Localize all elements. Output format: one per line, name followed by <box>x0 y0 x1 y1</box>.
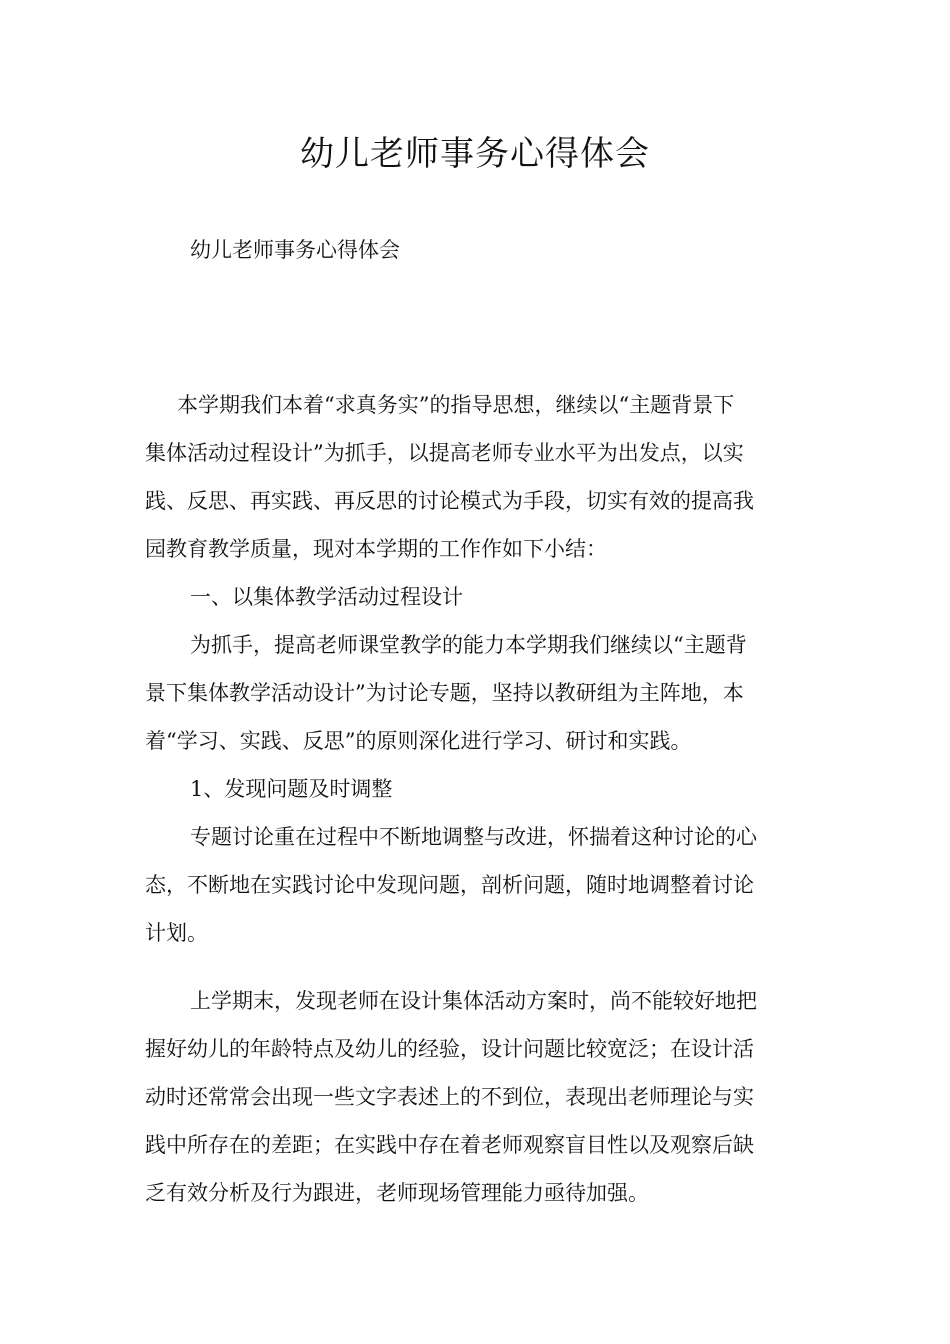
paragraph-line: 着“学习、实践、反思”的原则深化进行学习、研讨和实践。 <box>145 729 692 753</box>
subsection-heading: 1、发现问题及时调整 <box>190 777 393 801</box>
paragraph-line: 动时还常常会出现一些文字表述上的不到位，表现出老师理论与实 <box>145 1085 754 1109</box>
paragraph-line: 态，不断地在实践讨论中发现问题，剖析问题，随时地调整着讨论 <box>145 873 754 897</box>
document-body <box>145 381 810 1217</box>
section-heading: 一、以集体教学活动过程设计 <box>190 585 463 609</box>
paragraph-line: 践、反思、再实践、再反思的讨论模式为手段，切实有效的提高我 <box>145 489 754 513</box>
paragraph-line: 践中所存在的差距；在实践中存在着老师观察盲目性以及观察后缺 <box>145 1133 754 1157</box>
paragraph-line: 上学期末，发现老师在设计集体活动方案时，尚不能较好地把 <box>190 989 757 1013</box>
paragraph-gap <box>145 957 810 977</box>
paragraph-line: 本学期我们本着“求真务实”的指导思想，继续以“主题背景下 <box>177 393 735 417</box>
paragraph-line: 景下集体教学活动设计”为讨论专题，坚持以教研组为主阵地，本 <box>145 681 744 705</box>
paragraph-line: 园教育教学质量，现对本学期的工作作如下小结： <box>145 537 607 561</box>
paragraph-line: 集体活动过程设计”为抓手，以提高老师专业水平为出发点，以实 <box>145 441 744 465</box>
document-subtitle: 幼儿老师事务心得体会 <box>190 238 400 262</box>
paragraph-line: 计划。 <box>145 921 208 945</box>
document-title: 幼儿老师事务心得体会 <box>300 134 650 174</box>
paragraph-line: 乏有效分析及行为跟进，老师现场管理能力亟待加强。 <box>145 1181 649 1205</box>
paragraph-line: 专题讨论重在过程中不断地调整与改进，怀揣着这种讨论的心 <box>190 825 757 849</box>
paragraph-line: 为抓手，提高老师课堂教学的能力本学期我们继续以“主题背 <box>190 633 747 657</box>
paragraph-line: 握好幼儿的年龄特点及幼儿的经验，设计问题比较宽泛；在设计活 <box>145 1037 754 1061</box>
